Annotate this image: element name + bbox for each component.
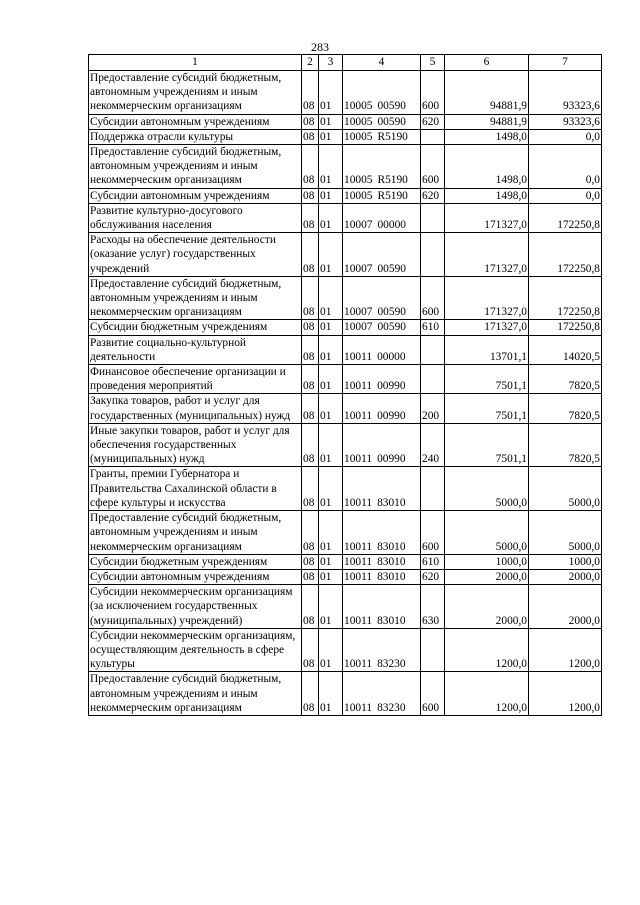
amount-year1-cell: 171327,0 bbox=[445, 320, 529, 335]
target-article-part: 10005 bbox=[344, 100, 373, 113]
target-article-part: 10011 bbox=[344, 380, 373, 393]
section-code-cell: 08 bbox=[302, 511, 319, 555]
expense-type-cell: 610 bbox=[421, 554, 445, 569]
section-code-cell: 08 bbox=[302, 129, 319, 144]
amount-year1-cell: 1498,0 bbox=[445, 188, 529, 203]
target-article-part: 00000 bbox=[377, 219, 406, 232]
target-article-cell bbox=[343, 672, 421, 716]
amount-year1-cell: 5000,0 bbox=[445, 467, 529, 511]
column-header: 5 bbox=[421, 55, 445, 71]
table-row bbox=[89, 511, 602, 555]
target-article-part: 00590 bbox=[377, 306, 406, 319]
amount-year1-cell: 1200,0 bbox=[445, 672, 529, 716]
table-row bbox=[89, 129, 602, 144]
target-article-part: 10005 bbox=[344, 174, 373, 187]
expense-type-cell: 620 bbox=[421, 569, 445, 584]
expense-type-cell: 630 bbox=[421, 585, 445, 629]
amount-year2-cell: 14020,5 bbox=[529, 335, 602, 364]
target-article-part: 10005 bbox=[344, 130, 373, 143]
section-code-cell: 08 bbox=[302, 569, 319, 584]
expense-type-cell: 620 bbox=[421, 188, 445, 203]
subsection-code-cell: 01 bbox=[319, 129, 343, 144]
target-article-part: 83230 bbox=[377, 701, 406, 714]
section-code-cell: 08 bbox=[302, 114, 319, 129]
target-article-part: 00990 bbox=[377, 453, 406, 466]
expense-type-cell: 600 bbox=[421, 145, 445, 189]
amount-year1-cell: 171327,0 bbox=[445, 276, 529, 320]
target-article-part: 10005 bbox=[344, 115, 373, 128]
row-name-cell: Иные закупки товаров, работ и услуг для обеспечения государственных (муниципальных) нужд bbox=[89, 423, 302, 467]
subsection-code-cell: 01 bbox=[319, 233, 343, 277]
section-code-cell: 08 bbox=[302, 628, 319, 672]
table-row bbox=[89, 114, 602, 129]
target-article-cell bbox=[343, 188, 421, 203]
expense-type-cell bbox=[421, 335, 445, 364]
expense-type-cell bbox=[421, 628, 445, 672]
subsection-code-cell: 01 bbox=[319, 585, 343, 629]
target-article-part: 10011 bbox=[344, 540, 373, 553]
section-code-cell: 08 bbox=[302, 365, 319, 394]
target-article-part: 10011 bbox=[344, 350, 373, 363]
table-row bbox=[89, 320, 602, 335]
subsection-code-cell: 01 bbox=[319, 554, 343, 569]
amount-year2-cell: 7820,5 bbox=[529, 423, 602, 467]
row-name-cell: Финансовое обеспечение организации и проведения мероприятий bbox=[89, 365, 302, 394]
target-article-cell bbox=[343, 365, 421, 394]
target-article-part: 10007 bbox=[344, 321, 373, 334]
table-row bbox=[89, 554, 602, 569]
amount-year2-cell: 5000,0 bbox=[529, 511, 602, 555]
subsection-code-cell: 01 bbox=[319, 628, 343, 672]
expense-type-cell bbox=[421, 129, 445, 144]
section-code-cell: 08 bbox=[302, 585, 319, 629]
table-row bbox=[89, 276, 602, 320]
row-name-cell: Субсидии бюджетным учреждениям bbox=[89, 320, 302, 335]
table-row bbox=[89, 423, 602, 467]
column-header: 3 bbox=[319, 55, 343, 71]
section-code-cell: 08 bbox=[302, 71, 319, 115]
expense-type-cell: 600 bbox=[421, 71, 445, 115]
target-article-part: 83010 bbox=[377, 496, 406, 509]
amount-year2-cell: 0,0 bbox=[529, 145, 602, 189]
budget-table bbox=[88, 54, 602, 716]
column-header-row bbox=[89, 55, 602, 71]
section-code-cell: 08 bbox=[302, 276, 319, 320]
row-name-cell: Субсидии автономным учреждениям bbox=[89, 114, 302, 129]
amount-year1-cell: 7501,1 bbox=[445, 365, 529, 394]
table-row bbox=[89, 365, 602, 394]
column-header: 4 bbox=[343, 55, 421, 71]
row-name-cell: Предоставление субсидий бюджетным, автономным учреждениям и иным некоммерческим организациям bbox=[89, 276, 302, 320]
amount-year2-cell: 93323,6 bbox=[529, 114, 602, 129]
row-name-cell: Субсидии бюджетным учреждениям bbox=[89, 554, 302, 569]
target-article-part: 10007 bbox=[344, 219, 373, 232]
target-article-part: 00590 bbox=[377, 115, 406, 128]
row-name-cell: Развитие социально-культурной деятельности bbox=[89, 335, 302, 364]
subsection-code-cell: 01 bbox=[319, 276, 343, 320]
target-article-cell bbox=[343, 467, 421, 511]
amount-year2-cell: 0,0 bbox=[529, 188, 602, 203]
expense-type-cell: 240 bbox=[421, 423, 445, 467]
target-article-cell bbox=[343, 511, 421, 555]
amount-year2-cell: 1000,0 bbox=[529, 554, 602, 569]
target-article-part: 10005 bbox=[344, 189, 373, 202]
section-code-cell: 08 bbox=[302, 145, 319, 189]
section-code-cell: 08 bbox=[302, 335, 319, 364]
target-article-part: 00000 bbox=[377, 350, 406, 363]
expense-type-cell: 200 bbox=[421, 394, 445, 423]
section-code-cell: 08 bbox=[302, 672, 319, 716]
row-name-cell: Субсидии некоммерческим организациям, осуществляющим деятельность в сфере культуры bbox=[89, 628, 302, 672]
target-article-part: 83010 bbox=[377, 614, 406, 627]
target-article-part: 10011 bbox=[344, 701, 373, 714]
subsection-code-cell: 01 bbox=[319, 71, 343, 115]
target-article-part: 83010 bbox=[377, 570, 406, 583]
target-article-part: 10007 bbox=[344, 306, 373, 319]
amount-year2-cell: 172250,8 bbox=[529, 276, 602, 320]
target-article-part: R5190 bbox=[377, 189, 408, 202]
expense-type-cell: 600 bbox=[421, 276, 445, 320]
row-name-cell: Закупка товаров, работ и услуг для государственных (муниципальных) нужд bbox=[89, 394, 302, 423]
target-article-part: 10011 bbox=[344, 658, 373, 671]
subsection-code-cell: 01 bbox=[319, 467, 343, 511]
page-number: 283 bbox=[311, 40, 329, 54]
amount-year1-cell: 1200,0 bbox=[445, 628, 529, 672]
target-article-part: 83010 bbox=[377, 540, 406, 553]
amount-year2-cell: 172250,8 bbox=[529, 203, 602, 232]
expense-type-cell bbox=[421, 203, 445, 232]
target-article-cell bbox=[343, 628, 421, 672]
table-row bbox=[89, 394, 602, 423]
target-article-part: 00590 bbox=[377, 321, 406, 334]
table-row bbox=[89, 467, 602, 511]
amount-year1-cell: 2000,0 bbox=[445, 569, 529, 584]
amount-year1-cell: 171327,0 bbox=[445, 233, 529, 277]
row-name-cell: Субсидии автономным учреждениям bbox=[89, 569, 302, 584]
target-article-part: R5190 bbox=[377, 130, 408, 143]
amount-year1-cell: 94881,9 bbox=[445, 71, 529, 115]
column-header: 7 bbox=[529, 55, 602, 71]
section-code-cell: 08 bbox=[302, 233, 319, 277]
target-article-part: 00990 bbox=[377, 380, 406, 393]
amount-year1-cell: 7501,1 bbox=[445, 394, 529, 423]
amount-year1-cell: 94881,9 bbox=[445, 114, 529, 129]
row-name-cell: Субсидии автономным учреждениям bbox=[89, 188, 302, 203]
table-row bbox=[89, 335, 602, 364]
amount-year2-cell: 172250,8 bbox=[529, 233, 602, 277]
target-article-cell bbox=[343, 114, 421, 129]
row-name-cell: Гранты, премии Губернатора и Правительства Сахалинской области в сфере культуры и искусства bbox=[89, 467, 302, 511]
amount-year1-cell: 5000,0 bbox=[445, 511, 529, 555]
table-row bbox=[89, 585, 602, 629]
target-article-cell bbox=[343, 71, 421, 115]
subsection-code-cell: 01 bbox=[319, 203, 343, 232]
target-article-part: 10007 bbox=[344, 262, 373, 275]
amount-year1-cell: 13701,1 bbox=[445, 335, 529, 364]
expense-type-cell: 610 bbox=[421, 320, 445, 335]
target-article-part: 10011 bbox=[344, 614, 373, 627]
table-row bbox=[89, 188, 602, 203]
amount-year2-cell: 2000,0 bbox=[529, 585, 602, 629]
amount-year2-cell: 1200,0 bbox=[529, 672, 602, 716]
expense-type-cell bbox=[421, 365, 445, 394]
subsection-code-cell: 01 bbox=[319, 365, 343, 394]
target-article-cell bbox=[343, 233, 421, 277]
table-row bbox=[89, 145, 602, 189]
target-article-part: 00990 bbox=[377, 409, 406, 422]
section-code-cell: 08 bbox=[302, 188, 319, 203]
target-article-cell bbox=[343, 203, 421, 232]
expense-type-cell bbox=[421, 467, 445, 511]
expense-type-cell bbox=[421, 233, 445, 277]
subsection-code-cell: 01 bbox=[319, 423, 343, 467]
amount-year2-cell: 2000,0 bbox=[529, 569, 602, 584]
row-name-cell: Расходы на обеспечение деятельности (оказание услуг) государственных учреждений bbox=[89, 233, 302, 277]
subsection-code-cell: 01 bbox=[319, 188, 343, 203]
section-code-cell: 08 bbox=[302, 203, 319, 232]
target-article-part: 10011 bbox=[344, 409, 373, 422]
expense-type-cell: 600 bbox=[421, 511, 445, 555]
target-article-cell bbox=[343, 145, 421, 189]
row-name-cell: Предоставление субсидий бюджетным, автономным учреждениям и иным некоммерческим организациям bbox=[89, 145, 302, 189]
target-article-part: 10011 bbox=[344, 496, 373, 509]
target-article-cell bbox=[343, 554, 421, 569]
target-article-part: 00590 bbox=[377, 262, 406, 275]
target-article-cell bbox=[343, 320, 421, 335]
amount-year2-cell: 1200,0 bbox=[529, 628, 602, 672]
row-name-cell: Предоставление субсидий бюджетным, автономным учреждениям и иным некоммерческим организациям bbox=[89, 511, 302, 555]
column-header: 1 bbox=[89, 55, 302, 71]
target-article-part: 10011 bbox=[344, 453, 373, 466]
target-article-part: R5190 bbox=[377, 174, 408, 187]
target-article-part: 00590 bbox=[377, 100, 406, 113]
table-row bbox=[89, 71, 602, 115]
section-code-cell: 08 bbox=[302, 320, 319, 335]
row-name-cell: Предоставление субсидий бюджетным, автономным учреждениям и иным некоммерческим организациям bbox=[89, 71, 302, 115]
amount-year2-cell: 7820,5 bbox=[529, 394, 602, 423]
target-article-cell bbox=[343, 394, 421, 423]
amount-year2-cell: 0,0 bbox=[529, 129, 602, 144]
target-article-cell bbox=[343, 276, 421, 320]
table-body bbox=[89, 55, 602, 716]
column-header: 2 bbox=[302, 55, 319, 71]
subsection-code-cell: 01 bbox=[319, 145, 343, 189]
subsection-code-cell: 01 bbox=[319, 511, 343, 555]
target-article-cell bbox=[343, 335, 421, 364]
expense-type-cell: 600 bbox=[421, 672, 445, 716]
amount-year2-cell: 172250,8 bbox=[529, 320, 602, 335]
subsection-code-cell: 01 bbox=[319, 569, 343, 584]
amount-year1-cell: 171327,0 bbox=[445, 203, 529, 232]
amount-year1-cell: 7501,1 bbox=[445, 423, 529, 467]
subsection-code-cell: 01 bbox=[319, 320, 343, 335]
table-row bbox=[89, 628, 602, 672]
amount-year1-cell: 1000,0 bbox=[445, 554, 529, 569]
amount-year2-cell: 93323,6 bbox=[529, 71, 602, 115]
target-article-part: 10011 bbox=[344, 555, 373, 568]
section-code-cell: 08 bbox=[302, 394, 319, 423]
section-code-cell: 08 bbox=[302, 423, 319, 467]
target-article-part: 83010 bbox=[377, 555, 406, 568]
row-name-cell: Поддержка отрасли культуры bbox=[89, 129, 302, 144]
subsection-code-cell: 01 bbox=[319, 394, 343, 423]
column-header: 6 bbox=[445, 55, 529, 71]
subsection-code-cell: 01 bbox=[319, 672, 343, 716]
table-row bbox=[89, 569, 602, 584]
section-code-cell: 08 bbox=[302, 467, 319, 511]
expense-type-cell: 620 bbox=[421, 114, 445, 129]
target-article-cell bbox=[343, 423, 421, 467]
row-name-cell: Субсидии некоммерческим организациям (за исключением государственных (муниципальных) учреждений) bbox=[89, 585, 302, 629]
table-row bbox=[89, 203, 602, 232]
table-row bbox=[89, 233, 602, 277]
target-article-cell bbox=[343, 569, 421, 584]
table-row bbox=[89, 672, 602, 716]
amount-year1-cell: 1498,0 bbox=[445, 145, 529, 189]
target-article-part: 10011 bbox=[344, 570, 373, 583]
amount-year2-cell: 7820,5 bbox=[529, 365, 602, 394]
subsection-code-cell: 01 bbox=[319, 335, 343, 364]
row-name-cell: Предоставление субсидий бюджетным, автономным учреждениям и иным некоммерческим организациям bbox=[89, 672, 302, 716]
amount-year2-cell: 5000,0 bbox=[529, 467, 602, 511]
target-article-cell bbox=[343, 129, 421, 144]
amount-year1-cell: 1498,0 bbox=[445, 129, 529, 144]
target-article-cell bbox=[343, 585, 421, 629]
amount-year1-cell: 2000,0 bbox=[445, 585, 529, 629]
target-article-part: 83230 bbox=[377, 658, 406, 671]
section-code-cell: 08 bbox=[302, 554, 319, 569]
subsection-code-cell: 01 bbox=[319, 114, 343, 129]
row-name-cell: Развитие культурно-досугового обслуживания населения bbox=[89, 203, 302, 232]
